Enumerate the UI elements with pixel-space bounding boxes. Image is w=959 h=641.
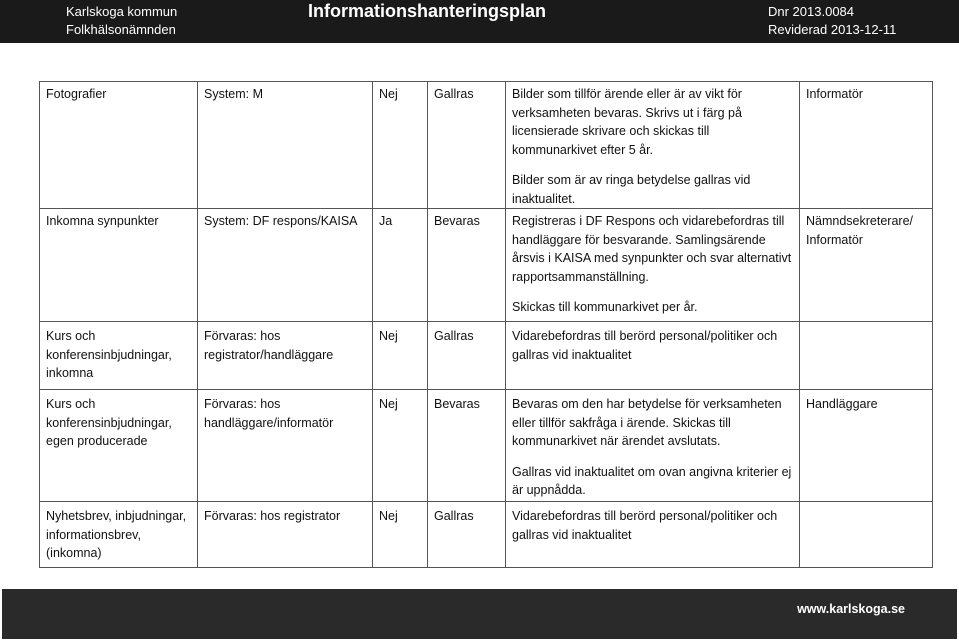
storage-cell: Förvaras: hos handläggare/informatör	[198, 390, 373, 502]
comment-cell	[506, 82, 800, 209]
storage-cell: System: M	[198, 82, 373, 209]
retention-cell: Gallras	[428, 322, 506, 390]
retention-cell: Bevaras	[428, 209, 506, 322]
responsible-cell: Informatör	[800, 82, 933, 209]
information-plan-table	[39, 81, 933, 568]
comment-cell	[506, 390, 800, 502]
comment-cell	[506, 209, 800, 322]
storage-cell: Förvaras: hos registrator	[198, 502, 373, 568]
responsible-cell	[800, 322, 933, 390]
document-type-cell: Nyhetsbrev, inbjudningar, informationsbrev, (inkomna)	[40, 502, 198, 568]
document-footer	[2, 589, 957, 639]
document-type-cell: Fotografier	[40, 82, 198, 209]
comment-paragraph: Skickas till kommunarkivet per år.	[512, 300, 698, 314]
comment-cell	[506, 502, 800, 568]
document-title: Informationshanteringsplan	[308, 1, 547, 21]
comment-paragraph: Vidarebefordras till berörd personal/politiker och gallras vid inaktualitet	[512, 509, 778, 542]
comment-cell	[506, 322, 800, 390]
registration-cell: Nej	[373, 82, 428, 209]
registration-cell: Nej	[373, 322, 428, 390]
storage-cell: System: DF respons/KAISA	[198, 209, 373, 322]
retention-cell: Gallras	[428, 502, 506, 568]
responsible-cell: Nämndsekreterare/ Informatör	[800, 209, 933, 322]
comment-paragraph: Gallras vid inaktualitet om ovan angivna kriterier ej är uppnådda.	[512, 464, 792, 497]
retention-cell: Gallras	[428, 82, 506, 209]
responsible-cell: Handläggare	[800, 390, 933, 502]
website-link[interactable]: www.karlskoga.se	[797, 602, 905, 616]
table-row	[40, 390, 933, 502]
comment-paragraph: Bilder som är av ringa betydelse gallras vid inaktualitet.	[512, 173, 751, 206]
document-type-cell: Kurs och konferensinbjudningar, egen producerade	[40, 390, 198, 502]
comment-paragraph: Bilder som tillför ärende eller är av vikt för verksamheten bevaras. Skrivs ut i färg på licensierade skrivare och skickas till kommunarkivet efter 5 år.	[512, 87, 742, 157]
storage-cell: Förvaras: hos registrator/handläggare	[198, 322, 373, 390]
comment-paragraph: Bevaras om den har betydelse för verksamheten eller tillför sakfråga i ärende. Skickas till kommunarkivet när ärendet avslutats.	[512, 397, 782, 448]
department-name: Folkhälsonämnden	[66, 22, 176, 37]
registration-cell: Nej	[373, 502, 428, 568]
organization-name: Karlskoga kommun	[66, 4, 178, 19]
diary-number: Dnr 2013.0084	[768, 4, 855, 19]
table-row	[40, 322, 933, 390]
registration-cell: Nej	[373, 390, 428, 502]
responsible-cell	[800, 502, 933, 568]
retention-cell: Bevaras	[428, 390, 506, 502]
registration-cell: Ja	[373, 209, 428, 322]
header-right	[768, 3, 896, 39]
table-row	[40, 209, 933, 322]
revision-date: Reviderad 2013-12-11	[768, 22, 897, 37]
document-type-cell: Kurs och konferensinbjudningar, inkomna	[40, 322, 198, 390]
table-row	[40, 502, 933, 568]
document-header	[0, 0, 959, 43]
comment-paragraph: Registreras i DF Respons och vidarebefordras till handläggare för besvarande. Samlingsärende årsvis i KAISA med synpunkter och svar alternativt rapportsammanställning.	[512, 214, 792, 284]
table-row	[40, 82, 933, 209]
header-left	[66, 3, 177, 39]
document-type-cell: Inkomna synpunkter	[40, 209, 198, 322]
comment-paragraph: Vidarebefordras till berörd personal/politiker och gallras vid inaktualitet	[512, 329, 778, 362]
